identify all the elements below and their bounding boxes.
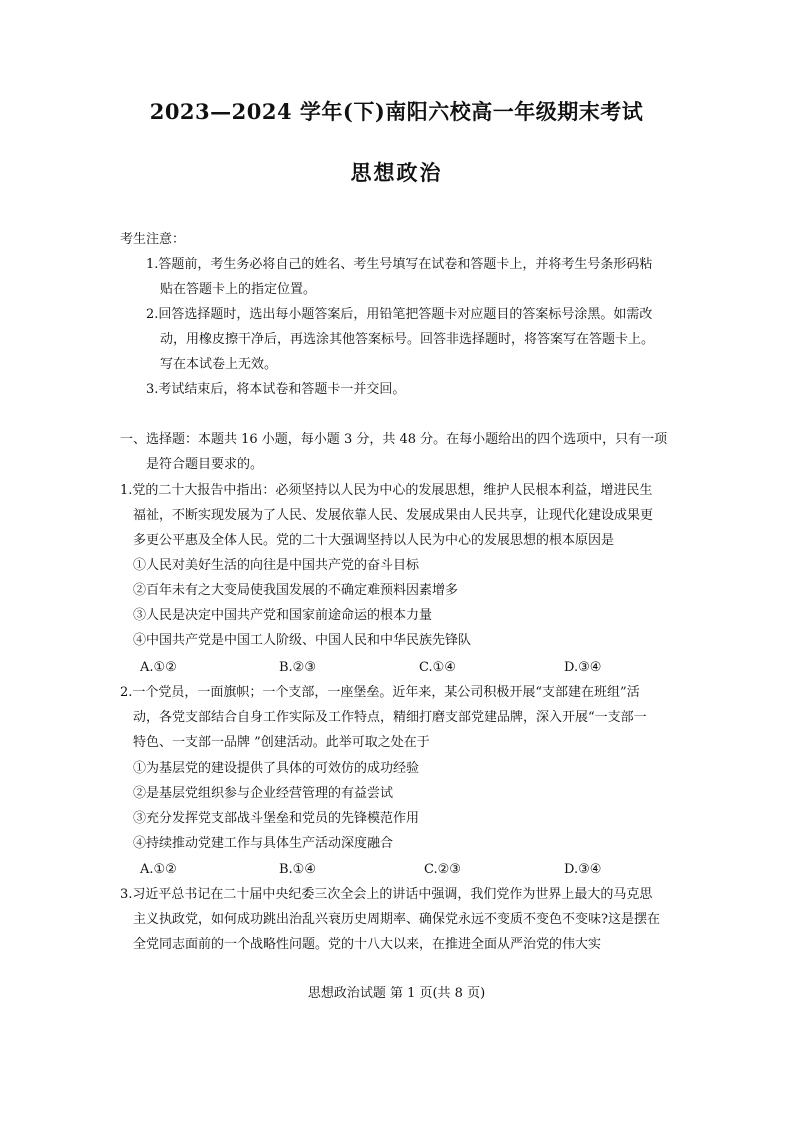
question-stem: 1.党的二十大报告中指出：必须坚持以人民为中心的发展思想，维护人民根本利益，增进民生 <box>120 483 653 498</box>
option-d: D.③④ <box>564 862 602 877</box>
question-item: ②百年未有之大变局使我国发展的不确定难预料因素增多 <box>133 583 459 598</box>
exam-subject: 思想政治 <box>350 160 443 185</box>
question-item: ①为基层党的建设提供了具体的可效仿的成功经验 <box>133 761 420 776</box>
option-a: A.①② <box>140 862 177 877</box>
question-item: ③人民是决定中国共产党和国家前途命运的根本力量 <box>133 608 433 623</box>
option-a: A.①② <box>140 660 177 675</box>
question-item: ②是基层党组织参与企业经营管理的有益尝试 <box>133 786 394 801</box>
notice-heading: 考生注意： <box>120 232 186 247</box>
question-stem: 多更公平惠及全体人民。党的二十大强调坚持以人民为中心的发展思想的根本原因是 <box>133 533 615 548</box>
question-item: ④中国共产党是中国工人阶级、中国人民和中华民族先锋队 <box>133 633 472 648</box>
option-c: C.②③ <box>424 862 461 877</box>
exam-title: 2023—2024 学年(下)南阳六校高一年级期末考试 <box>149 99 644 124</box>
section-heading-cont: 是符合题目要求的。 <box>146 457 264 472</box>
option-c: C.①④ <box>419 660 456 675</box>
notice-line: 贴在答题卡上的指定位置。 <box>160 282 317 297</box>
question-item: ③充分发挥党支部战斗堡垒和党员的先锋模范作用 <box>133 811 420 826</box>
notice-line: 动，用橡皮擦干净后，再选涂其他答案标号。回答非选择题时，将答案写在答题卡上。 <box>160 332 655 347</box>
question-stem: 3.习近平总书记在二十届中央纪委三次全会上的讲话中强调，我们党作为世界上最大的马克思 <box>120 887 653 902</box>
question-stem: 2.一个党员，一面旗帜；一个支部，一座堡垒。近年来，某公司积极开展“支部建在班组”活 <box>120 685 640 700</box>
question-stem: 主义执政党，如何成功跳出治乱兴衰历史周期率、确保党永远不变质不变色不变味?这是摆在 <box>133 912 660 927</box>
question-item: ④持续推动党建工作与具体生产活动深度融合 <box>133 836 394 851</box>
option-b: B.①④ <box>279 862 316 877</box>
question-stem: 动，各党支部结合自身工作实际及工作特点，精细打磨支部党建品牌，深入开展“一支部一 <box>133 710 647 725</box>
option-d: D.③④ <box>564 660 602 675</box>
question-stem: 福祉，不断实现发展为了人民、发展依靠人民、发展成果由人民共享，让现代化建设成果更 <box>133 508 654 523</box>
question-stem: 特色、一支部一品牌 ”创建活动。此举可取之处在于 <box>133 735 430 750</box>
notice-line: 1.答题前，考生务必将自己的姓名、考生号填写在试卷和答题卡上，并将考生号条形码粘 <box>146 257 653 272</box>
notice-line: 2.回答选择题时，选出每小题答案后，用铅笔把答题卡对应题目的答案标号涂黑。如需改 <box>146 307 653 322</box>
notice-line: 3.考试结束后，将本试卷和答题卡一并交回。 <box>146 382 406 397</box>
page-footer: 思想政治试题 第 1 页(共 8 页) <box>307 986 486 1001</box>
notice-line: 写在本试卷上无效。 <box>160 357 278 372</box>
option-b: B.②③ <box>279 660 316 675</box>
question-item: ①人民对美好生活的向往是中国共产党的奋斗目标 <box>133 558 420 573</box>
section-heading: 一、选择题：本题共 16 小题，每小题 3 分，共 48 分。在每小题给出的四个选项中，只有一项 <box>120 432 668 447</box>
question-stem: 全党同志面前的一个战略性问题。党的十八大以来，在推进全面从严治党的伟大实 <box>133 937 602 952</box>
